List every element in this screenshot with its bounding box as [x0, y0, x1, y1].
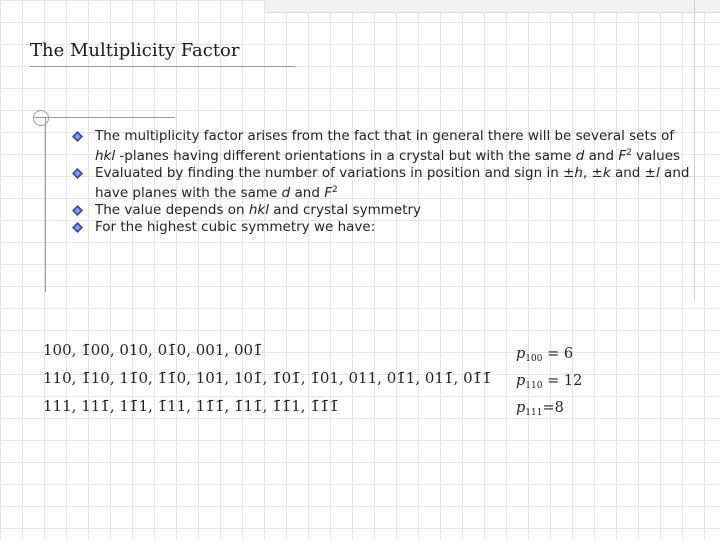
miller-index: 110: [43, 369, 72, 387]
bullet-list: [72, 128, 692, 236]
bullet-diamond-icon: [72, 222, 83, 233]
miller-index: 011̄: [424, 369, 454, 387]
index-separator: ,: [224, 397, 234, 415]
miller-index: 11̄1: [119, 397, 149, 415]
index-separator: ,: [453, 369, 464, 387]
index-separator: ,: [224, 341, 234, 359]
index-lines: [43, 340, 503, 424]
index-separator: ,: [415, 369, 425, 387]
index-separator: ,: [109, 397, 120, 415]
miller-index: 1̄11̄: [233, 397, 263, 415]
bullet-diamond-icon: [72, 168, 83, 179]
miller-index: 1̄11: [157, 397, 187, 415]
slide-title: The Multiplicity Factor: [30, 40, 240, 61]
index-separator: ,: [224, 369, 234, 387]
miller-index: 1̄10: [81, 369, 110, 387]
miller-index: 1̄01: [310, 369, 339, 387]
bullet-item-evaluation: Evaluated by finding the number of variations in position and sign in ±h, ±k and ±l and have planes with the same d and $F^2$: [72, 165, 692, 202]
miller-index: 1̄00: [81, 341, 110, 359]
index-separator: ,: [148, 397, 158, 415]
multiplicity-values: [516, 344, 582, 425]
miller-index: 01̄1̄: [463, 369, 492, 387]
miller-index: 101̄: [233, 369, 263, 387]
multiplicity-p111: $p_{111}=8$: [516, 400, 564, 418]
top-band: [265, 0, 720, 13]
miller-index: 01̄0: [157, 341, 187, 359]
index-separator: ,: [148, 341, 158, 359]
miller-index: 1̄1̄1: [272, 397, 301, 415]
miller-index: 010: [119, 341, 149, 359]
miller-index: 111: [43, 397, 72, 415]
miller-index: 1̄01̄: [272, 369, 301, 387]
bullet-item-cubic: For the highest cubic symmetry we have:: [72, 219, 692, 236]
index-separator: ,: [300, 397, 311, 415]
index-separator: ,: [148, 369, 158, 387]
miller-index: 11̄0: [119, 369, 149, 387]
index-separator: ,: [262, 369, 273, 387]
index-separator: ,: [377, 369, 387, 387]
index-separator: ,: [186, 397, 196, 415]
index-separator: ,: [300, 369, 311, 387]
decorative-circle-icon: [33, 110, 49, 126]
miller-index: 1̄1̄0: [157, 369, 187, 387]
index-line-111: [43, 396, 503, 424]
miller-index: 1̄1̄1̄: [310, 397, 339, 415]
decorative-vertical-line: [45, 117, 46, 292]
miller-index: 100: [43, 341, 72, 359]
index-line-110: [43, 368, 503, 396]
miller-index: 11̄1̄: [195, 397, 225, 415]
multiplicity-p110: $p_{110} = 12$: [516, 373, 583, 391]
multiplicity-p100: $p_{100} = 6$: [516, 346, 574, 364]
index-separator: ,: [71, 341, 82, 359]
index-separator: ,: [186, 341, 196, 359]
miller-index: 111̄: [81, 397, 110, 415]
miller-index: 101: [195, 369, 225, 387]
index-separator: ,: [186, 369, 196, 387]
miller-index: 011: [348, 369, 378, 387]
bullet-diamond-icon: [72, 205, 83, 216]
index-separator: ,: [71, 397, 82, 415]
bullet-item-dependence: The value depends on hkl and crystal symmetry: [72, 202, 692, 219]
bullet-diamond-icon: [72, 131, 83, 142]
index-separator: ,: [338, 369, 349, 387]
bullet-item-origin: The multiplicity factor arises from the fact that in general there will be several sets of hkl -planes having different orientations in a crystal but with the same d and $F^2$ values: [72, 128, 692, 165]
index-line-100: [43, 340, 503, 368]
miller-index: 001: [195, 341, 225, 359]
index-separator: ,: [109, 341, 120, 359]
index-separator: ,: [71, 369, 82, 387]
index-separator: ,: [109, 369, 120, 387]
decorative-horizontal-line: [33, 117, 175, 118]
title-underline: [30, 66, 295, 67]
index-separator: ,: [262, 397, 273, 415]
miller-index: 001̄: [233, 341, 263, 359]
miller-index: 01̄1: [386, 369, 416, 387]
right-guide-line: [694, 0, 695, 300]
